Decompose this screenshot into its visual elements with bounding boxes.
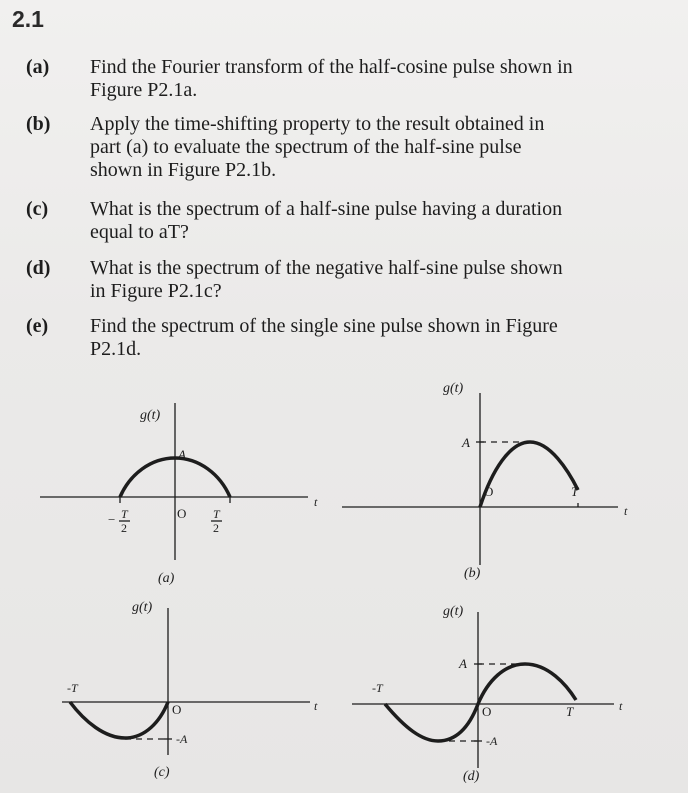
- fig-c-tick-left: -T: [67, 681, 78, 695]
- part-label: (d): [26, 257, 51, 279]
- fig-b-amp-label: A: [462, 435, 470, 450]
- fig-b-xlabel: t: [624, 504, 628, 518]
- text-line: shown in Figure P2.1b.: [90, 159, 277, 181]
- fig-b-ylabel: g(t): [443, 381, 464, 396]
- text-line: equal to aT?: [90, 221, 189, 243]
- fig-d-single-sine: [385, 664, 576, 741]
- fig-a-xlabel: t: [314, 495, 318, 509]
- fig-c-ylabel: g(t): [132, 600, 153, 615]
- fig-d-xlabel: t: [619, 699, 623, 713]
- fig-b-half-sine: [480, 442, 578, 507]
- problem-number: 2.1: [12, 6, 44, 32]
- fig-a-tick-left-den: 2: [121, 521, 127, 535]
- part-label: (e): [26, 315, 49, 337]
- fig-c-negative-half-sine: [70, 702, 168, 738]
- fig-b-tick-T: T: [571, 484, 579, 499]
- fig-d-ylabel: g(t): [443, 604, 464, 619]
- fig-a-origin: O: [177, 506, 187, 521]
- fig-d-origin: O: [482, 704, 492, 719]
- fig-a-tick-left-num: T: [121, 507, 128, 521]
- fig-a-ylabel: g(t): [140, 408, 161, 423]
- text-line: What is the spectrum of the negative half-sine pulse shown: [90, 257, 563, 279]
- fig-a-caption: (a): [158, 571, 175, 586]
- fig-b-caption: (b): [464, 566, 481, 581]
- fig-c-caption: (c): [154, 765, 170, 780]
- text-line: in Figure P2.1c?: [90, 280, 222, 302]
- text-line: part (a) to evaluate the spectrum of the half-sine pulse: [90, 136, 522, 158]
- fig-c-origin: O: [172, 702, 182, 717]
- text-line: Figure P2.1a.: [90, 79, 198, 101]
- fig-a-tick-left-sign: −: [108, 512, 116, 527]
- fig-a-amp-label: A: [178, 447, 186, 462]
- fig-d-caption: (d): [463, 769, 480, 784]
- fig-b-origin: O: [484, 484, 494, 499]
- text-line: Find the Fourier transform of the half-cosine pulse shown in: [90, 56, 573, 78]
- text-line: Find the spectrum of the single sine pulse shown in Figure: [90, 315, 558, 337]
- text-line: What is the spectrum of a half-sine pulse having a duration: [90, 198, 563, 220]
- fig-a-tick-right-den: 2: [213, 521, 219, 535]
- part-label: (a): [26, 56, 50, 78]
- text-line: Apply the time-shifting property to the result obtained in: [90, 113, 545, 135]
- part-label: (b): [26, 113, 51, 135]
- part-label: (c): [26, 198, 49, 220]
- text-line: P2.1d.: [90, 338, 142, 360]
- fig-d-tick-left: -T: [372, 681, 383, 695]
- fig-d-amp-label-bottom: -A: [486, 734, 498, 748]
- fig-c-xlabel: t: [314, 699, 318, 713]
- fig-d-amp-label-top: A: [459, 656, 467, 671]
- fig-a-tick-right-num: T: [213, 507, 220, 521]
- fig-d-tick-right: T: [566, 704, 574, 719]
- fig-c-amp-label: -A: [176, 732, 188, 746]
